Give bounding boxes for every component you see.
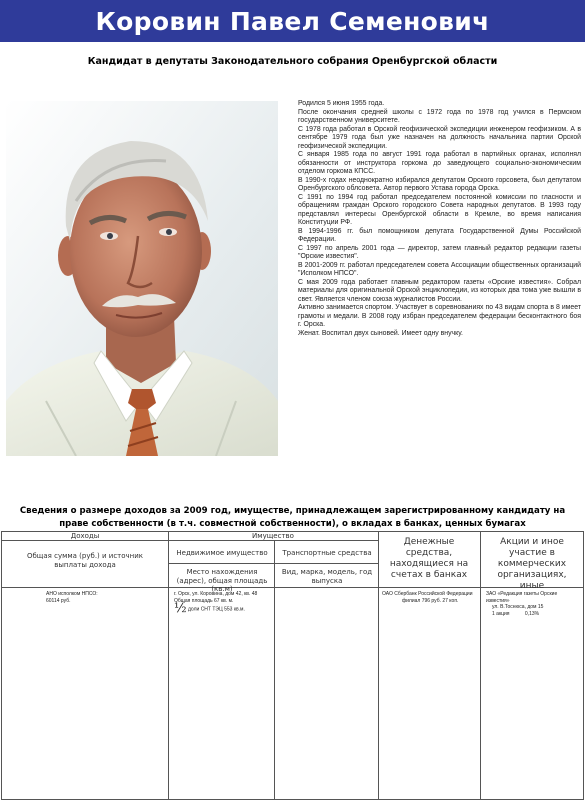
bio-paragraph: Активно занимается спортом. Участвует в соревнованиях по 43 видам спорта в 8 имеет грамоты и медали. В 2008 году избран председателем федерации бесконтактного боя г. Орска. [298,304,581,328]
bio-paragraph: В 1990-х годах неоднократно избирался депутатом Орского горсовета, был депутатом Оренбургского облсовета. Автор первого Устава города Орска. [298,176,581,192]
realty-share-text: доли СНТ ТЭЦ 553 кв.м. [188,606,245,613]
realty-share [174,601,274,616]
bio-paragraph: С января 1985 года по август 1991 года работал в партийных органах, исполнял обязанности от инструктора горкома до заведующего социально-экономическим отделом горкома КПСС. [298,151,581,175]
table-divider [480,532,481,799]
deposits-amount: филиал 796 руб. 27 коп. [402,597,459,604]
income-value [46,591,166,604]
shares-percent: 0,13% [524,610,540,617]
realty-fraction: ½ [174,601,187,616]
biography [298,100,581,338]
bio-paragraph: С 1991 по 1994 год работал председателем постоянной комиссии по гласности и обращениям граждан Орского городского Совета народных депутатов. В 1993 году представлял интересы Оренбургской области в Кремле, во время написания Конституции РФ. [298,193,581,226]
realty-address: г. Орск, ул. Коровина, дом 42, кв. 48 [174,591,258,597]
header-shares: Акции и иное участие в коммерческих организациях, иные [497,537,567,591]
deposits-value [382,591,478,604]
table-divider [168,532,169,799]
shares-value [486,591,582,617]
name-banner [0,0,585,42]
table-divider [274,540,275,799]
table-divider [378,532,379,799]
header-vehicles-sub: Вид, марка, модель, год выпуска [281,568,373,585]
realty-area: Общая площадь 67 кв. м. [174,597,234,604]
bio-paragraph: В 2001-2009 гг. работал председателем совета Ассоциации общественных организаций "Исполком НПСО". [298,261,581,277]
header-vehicles: Транспортные средства [282,549,372,557]
shares-company: ЗАО «Редакция газеты Орские известия» [486,591,558,604]
header-realty-sub: Место нахождения (адрес), общая площадь (кв.м) [176,568,268,593]
bio-paragraph: С мая 2009 года работает главным редактором газеты «Орские известия». Собрал материалы для оригинальной Орской энциклопедии, из которых два тома уже вышли в свет. Является членом союза журналистов России. [298,278,581,303]
bio-paragraph: С 1978 года работал в Орской геофизической экспедиции инженером геофизиком. А в сентябре 1979 года был уже назначен на должность начальника партии Орской геофизической экспедиции. [298,125,581,150]
header-income: Доходы [70,532,100,540]
bio-paragraph: Родился 5 июня 1955 года. [298,100,385,107]
header-income-sub: Общая сумма (руб.) и источник выплаты дохода [26,552,144,569]
candidate-photo [6,101,278,456]
bio-paragraph: Женат. Воспитал двух сыновей. Имеет одну внучку. [298,329,463,337]
bio-paragraph: С 1997 по апрель 2001 года — директор, затем главный редактор редакции газеты "Орские известия". [298,244,581,260]
income-amount: 60114 руб. [46,597,71,604]
table-divider [168,563,378,564]
shares-stake [486,611,582,618]
income-section-title: Сведения о размере доходов за 2009 год, имуществе, принадлежащем зарегистрированному кандидату на праве собственности (в т.ч. совместной собственности), о вкладах в банках, ценных бумагах [19,506,566,529]
candidate-name: Коровин Павел Семенович [95,6,490,36]
realty-value [174,591,274,616]
shares-address: ул. В.Тоснюса, дом 15 [492,604,544,610]
candidate-subtitle: Кандидат в депутаты Законодательного собрания Оренбургской области [87,56,498,67]
income-table [1,531,584,800]
bio-paragraph: В 1994-1996 гг. был помощником депутата Государственной Думы Российской Федерации. [298,227,581,243]
income-source: АНО исполком НПСО: [46,591,98,597]
deposits-bank: ОАО Сбербанк Российской Федерации [382,591,473,597]
bio-paragraph: После окончания средней школы с 1972 года по 1978 год учился в Пермском государственном университете. [298,108,581,124]
header-property: Имущество [252,532,294,540]
header-realty: Недвижимое имущество [176,549,268,557]
header-deposits: Денежные средства, находящиеся на счетах в банках [389,537,469,580]
shares-count: 1 акция [492,610,510,617]
